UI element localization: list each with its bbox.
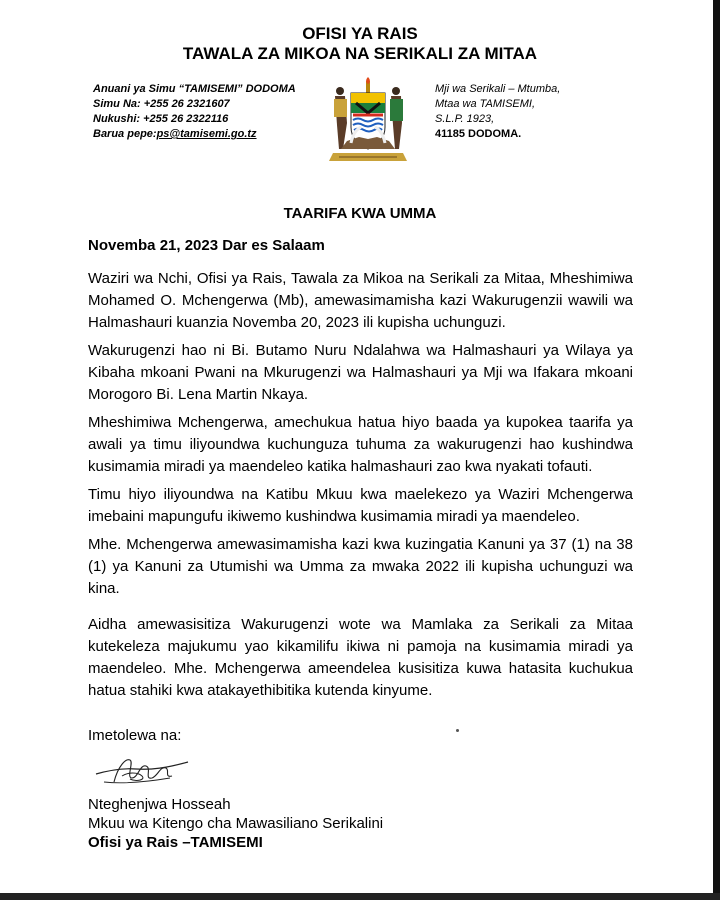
email-line: [93, 127, 296, 142]
address-line-2: Mtaa wa TAMISEMI,: [435, 98, 536, 110]
signatory-office: Ofisi ya Rais –TAMISEMI: [88, 834, 263, 851]
phone-number: Simu Na: +255 26 2321607: [93, 98, 230, 110]
scan-border-bottom: [0, 893, 720, 900]
header-office-title: OFISI YA RAIS: [302, 24, 418, 43]
header-address-block: [435, 82, 560, 142]
scan-border-right: [713, 0, 720, 900]
telegram-address: Anuani ya Simu “TAMISEMI” DODOMA: [93, 83, 296, 95]
header-contact-block: [93, 82, 296, 142]
body-paragraph-2: Wakurugenzi hao ni Bi. Butamo Nuru Ndalahwa wa Halmashauri ya Wilaya ya Kibaha mkoani Pwani na Mkurugenzi wa Halmashauri ya Mji wa Ifakara mkoani Morogoro Bi. Lena Martin Nkaya.: [88, 342, 633, 403]
body-paragraph-6: Aidha amewasisitiza Wakurugenzi wote wa Mamlaka za Serikali za Mitaa kutekeleza majukumu yao kikamilifu ikiwa ni pamoja na kusimamia miradi ya maendeleo. Mhe. Mchengerwa ameendelea kusisitiza kuwa hatasita kuchukua hatua stahiki kwa atakayethibitika kutenda kinyume.: [88, 616, 633, 699]
body-paragraph-3: Mheshimiwa Mchengerwa, amechukua hatua hiyo baada ya kupokea taarifa ya awali ya timu iliyoundwa kuchunguza tuhuma za wakurugenzi hao kushindwa kusimamia miradi ya maendeleo katika halmashauri zao kwa nyakati tofauti.: [88, 414, 633, 475]
email-label: Barua pepe:: [93, 128, 157, 140]
signatory-position: Mkuu wa Kitengo cha Mawasiliano Serikalini: [88, 815, 384, 832]
address-line-3: S.L.P. 1923,: [435, 113, 495, 125]
tanzania-coat-of-arms-icon: [323, 77, 413, 165]
stray-mark: [456, 729, 459, 732]
body-paragraph-1: Waziri wa Nchi, Ofisi ya Rais, Tawala za Mikoa na Serikali za Mitaa, Mheshimiwa Mohamed O. Mchengerwa (Mb), amewasimamisha kazi Wakurugenzii wawili wa Halmashauri kuanzia Novemba 20, 2023 ili kupisha uchunguzi.: [88, 270, 633, 331]
dateline: Novemba 21, 2023 Dar es Salaam: [88, 237, 325, 254]
handwritten-signature-icon: [92, 748, 192, 793]
issued-by-label: Imetolewa na:: [88, 727, 182, 744]
header-ministry-title: TAWALA ZA MIKOA NA SERIKALI ZA MITAA: [182, 44, 538, 63]
address-line-4: 41185 DODOMA.: [435, 128, 522, 140]
body-paragraph-4: Timu hiyo iliyoundwa na Katibu Mkuu kwa maelekezo ya Waziri Mchengerwa imebaini mapungufu ikiwemo kushindwa kusimamia miradi ya maendeleo.: [88, 486, 633, 525]
email-address[interactable]: ps@tamisemi.go.tz: [156, 128, 257, 140]
fax-number: Nukushi: +255 26 2322116: [93, 113, 229, 125]
body-paragraph-5: Mhe. Mchengerwa amewasimamisha kazi kwa kuzingatia Kanuni ya 37 (1) na 38 (1) ya Kanuni za Utumishi wa Umma za mwaka 2022 ili kupisha uchunguzi wa kina.: [88, 536, 633, 597]
signatory-block: [88, 795, 383, 852]
signatory-name: Nteghenjwa Hosseah: [88, 796, 231, 813]
address-line-1: Mji wa Serikali – Mtumba,: [435, 83, 561, 95]
document-title: TAARIFA KWA UMMA: [283, 205, 437, 222]
